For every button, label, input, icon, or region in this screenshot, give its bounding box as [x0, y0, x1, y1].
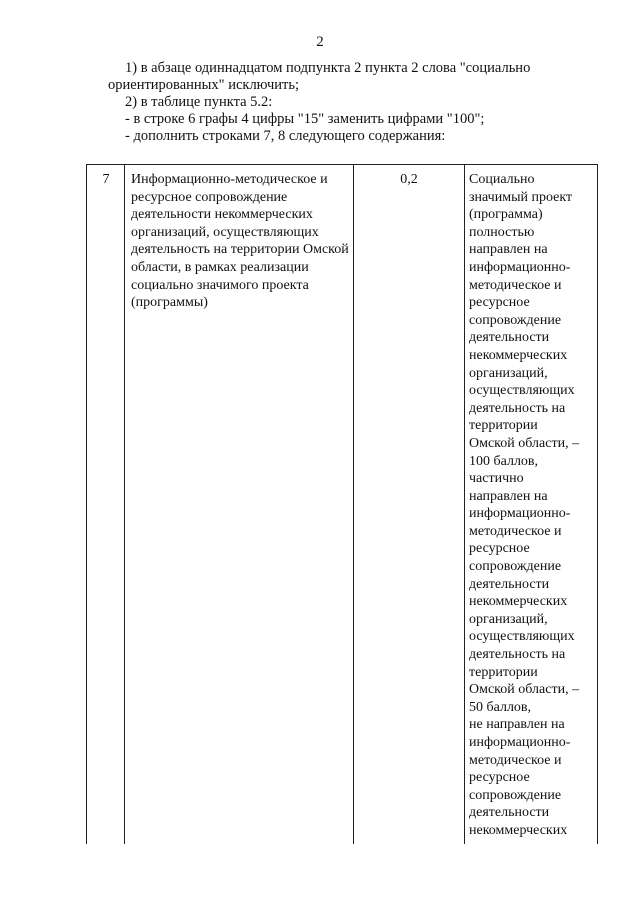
instruction-item-2a: - в строке 6 графы 4 цифры "15" заменить цифрами "100"; [125, 111, 485, 127]
criteria-line: деятельности [469, 805, 550, 821]
instruction-item-2b: - дополнить строками 7, 8 следующего содержания: [125, 128, 446, 144]
criteria-line: организаций, [469, 365, 548, 381]
criteria-line: сопровождение [469, 312, 562, 328]
criteria-line: 50 баллов, [469, 699, 532, 715]
criteria-line: деятельность на [469, 647, 566, 663]
criteria-line: направлен на [469, 242, 548, 258]
criteria-line: осуществляющих [469, 383, 575, 399]
criteria-line: ресурсное [469, 541, 530, 557]
amendment-instructions [108, 60, 597, 145]
row-criteria [469, 171, 593, 840]
criteria-line: (программа) [469, 207, 543, 223]
criteria-line: информационно- [469, 506, 571, 522]
criteria-line: Омской области, – [469, 435, 580, 451]
criteria-line: деятельность на [469, 400, 566, 416]
instruction-item-1-continuation: ориентированных" исключить; [108, 77, 299, 93]
criteria-line: направлен на [469, 488, 548, 504]
criteria-line: сопровождение [469, 559, 562, 575]
criteria-line: территории [469, 418, 538, 434]
criteria-line: Социально [469, 172, 535, 187]
criteria-line: некоммерческих [469, 594, 568, 610]
row-coefficient: 0,2 [400, 172, 418, 187]
criteria-line: методическое и [469, 523, 562, 539]
criteria-line: организаций, [469, 611, 548, 627]
instruction-item-1: 1) в абзаце одиннадцатом подпункта 2 пункта 2 слова "социально [125, 60, 531, 76]
criteria-line: осуществляющих [469, 629, 575, 645]
column-divider [124, 165, 125, 844]
criteria-line: деятельности [469, 330, 550, 346]
criteria-line: информационно- [469, 735, 571, 750]
criteria-line: территории [469, 664, 538, 680]
criteria-line: ресурсное [469, 295, 530, 311]
column-divider [353, 165, 354, 844]
page-number: 2 [316, 34, 324, 50]
criteria-line: сопровождение [469, 787, 562, 803]
criteria-line: методическое и [469, 752, 562, 768]
criteria-line: методическое и [469, 277, 562, 293]
row-description: Информационно-методическое и ресурсное сопровождение деятельности некоммерческих организаций, осуществляющих деятельность на территории Омской области, в рамках реализации социально значимого проекта (программы) [131, 172, 349, 311]
row-number: 7 [102, 172, 110, 187]
criteria-line: не направлен на [469, 717, 565, 733]
column-divider [464, 165, 465, 844]
criteria-line: деятельности [469, 576, 550, 592]
criteria-line: полностью [469, 224, 535, 240]
criteria-line: информационно- [469, 259, 571, 275]
criteria-line: значимый проект [469, 189, 573, 205]
amendment-table [86, 164, 598, 844]
criteria-line: частично [469, 471, 524, 487]
criteria-line: Омской области, – [469, 682, 580, 698]
criteria-line: некоммерческих [469, 347, 568, 363]
criteria-line: некоммерческих [469, 822, 568, 838]
criteria-line: 100 баллов, [469, 453, 539, 469]
criteria-line: ресурсное [469, 770, 530, 786]
instruction-item-2: 2) в таблице пункта 5.2: [125, 94, 273, 110]
